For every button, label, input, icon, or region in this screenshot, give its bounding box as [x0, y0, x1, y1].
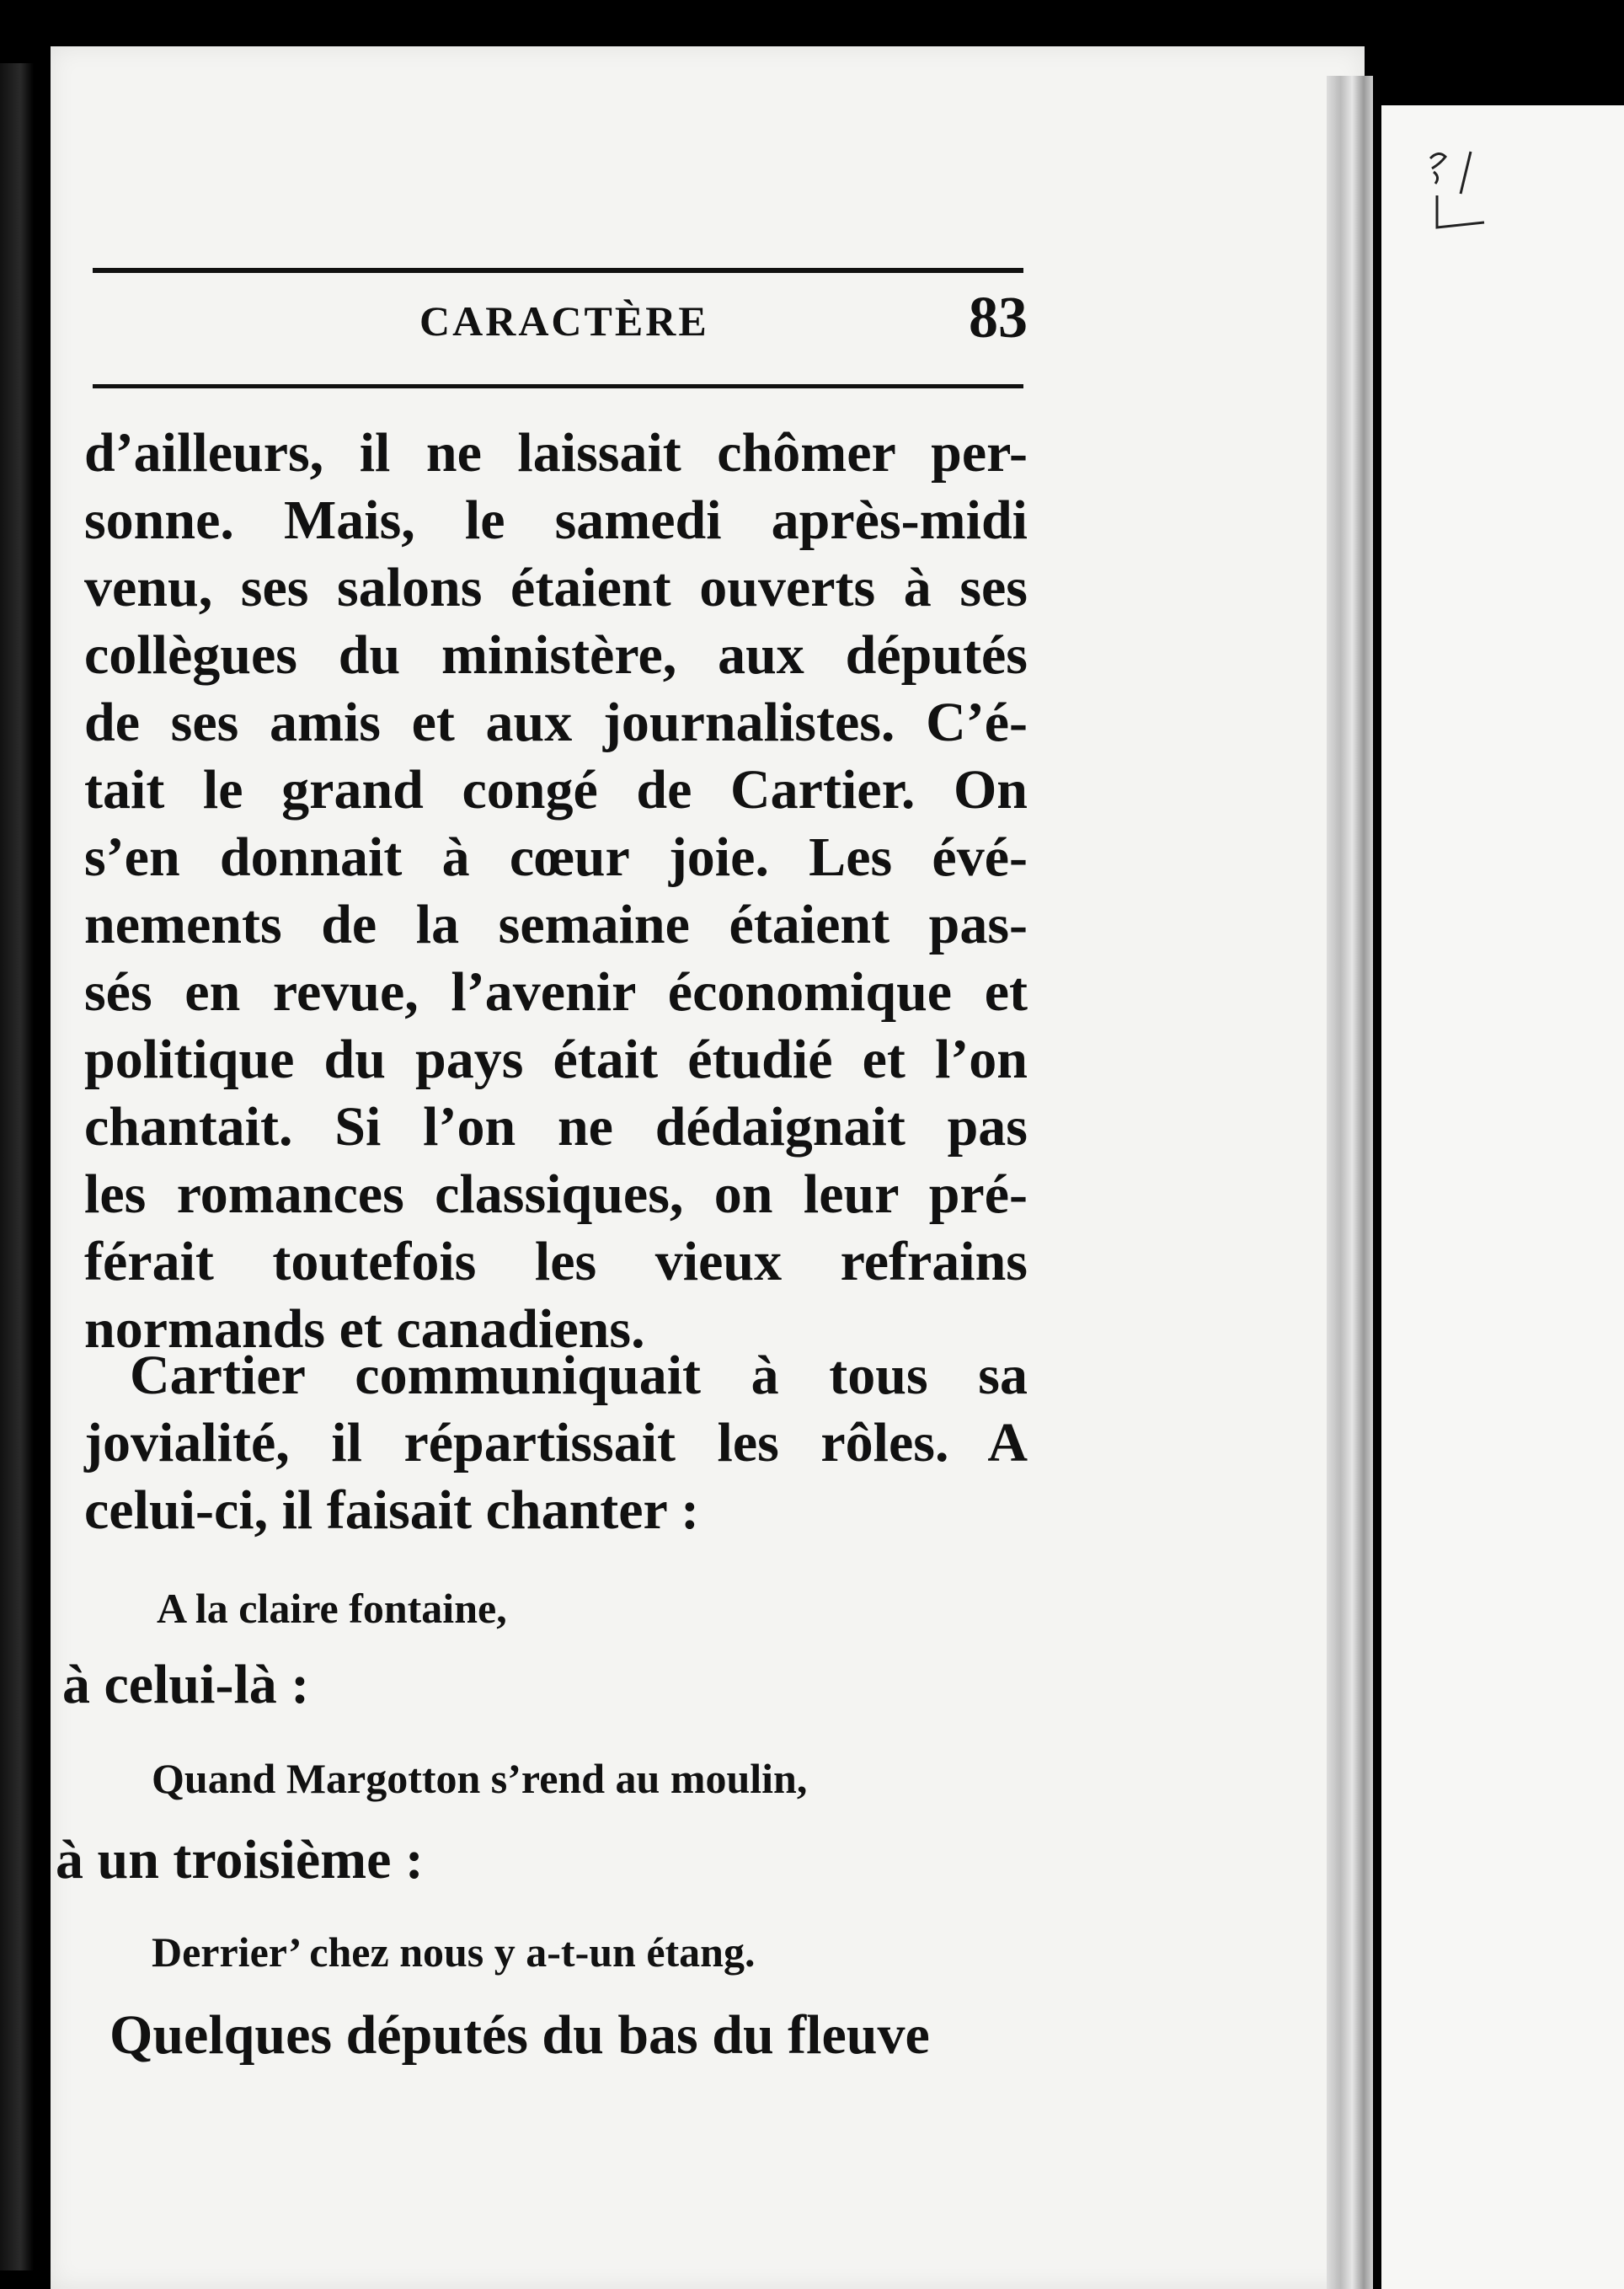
text-line: politique du pays était étudié et l’on	[84, 1029, 1028, 1090]
header-rule-top	[93, 268, 1023, 273]
song-verse-2: Quand Margotton s’rend au moulin,	[152, 1755, 808, 1802]
paragraph-2	[84, 1342, 1028, 1544]
text-line: de ses amis et aux journalistes. C’é-	[84, 692, 1028, 753]
paragraph-3: Quelques députés du bas du fleuve	[110, 2004, 930, 2066]
text-line: normands et canadiens.	[84, 1298, 645, 1360]
text-line: celui-ci, il faisait chanter :	[84, 1479, 700, 1541]
text-line: collègues du ministère, aux députés	[84, 624, 1028, 686]
page-gutter	[1327, 76, 1373, 2289]
left-page-edge	[0, 63, 34, 2270]
text-line: Cartier communiquait à tous sa	[130, 1345, 1028, 1406]
text-line: les romances classiques, on leur pré-	[84, 1163, 1028, 1225]
text-line: nements de la semaine étaient pas-	[84, 894, 1028, 955]
text-line: chantait. Si l’on ne dédaignait pas	[84, 1096, 1028, 1158]
handwritten-mark-icon	[1424, 135, 1499, 253]
text-line: jovialité, il répartissait les rôles. A	[84, 1412, 1028, 1473]
paragraph-1	[84, 420, 1028, 1363]
text-line: tait le grand congé de Cartier. On	[84, 759, 1028, 821]
text-line: d’ailleurs, il ne laissait chômer per-	[84, 422, 1028, 484]
facing-page	[1381, 105, 1624, 2289]
text-line: s’en donnait à cœur joie. Les évé-	[84, 826, 1028, 888]
page-number: 83	[969, 286, 1028, 350]
continuation-1: à celui-là :	[62, 1654, 310, 1715]
header-rule-bottom	[93, 384, 1023, 388]
text-line: sés en revue, l’avenir économique et	[84, 961, 1028, 1023]
running-head: CARACTÈRE	[419, 297, 709, 345]
continuation-2: à un troisième :	[56, 1829, 424, 1891]
text-line: sonne. Mais, le samedi après-midi	[84, 489, 1028, 551]
text-line: férait toutefois les vieux refrains	[84, 1231, 1028, 1292]
song-verse-1: A la claire fontaine,	[157, 1585, 507, 1632]
text-line: venu, ses salons étaient ouverts à ses	[84, 557, 1028, 618]
song-verse-3: Derrier’ chez nous y a-t-un étang.	[152, 1928, 756, 1976]
